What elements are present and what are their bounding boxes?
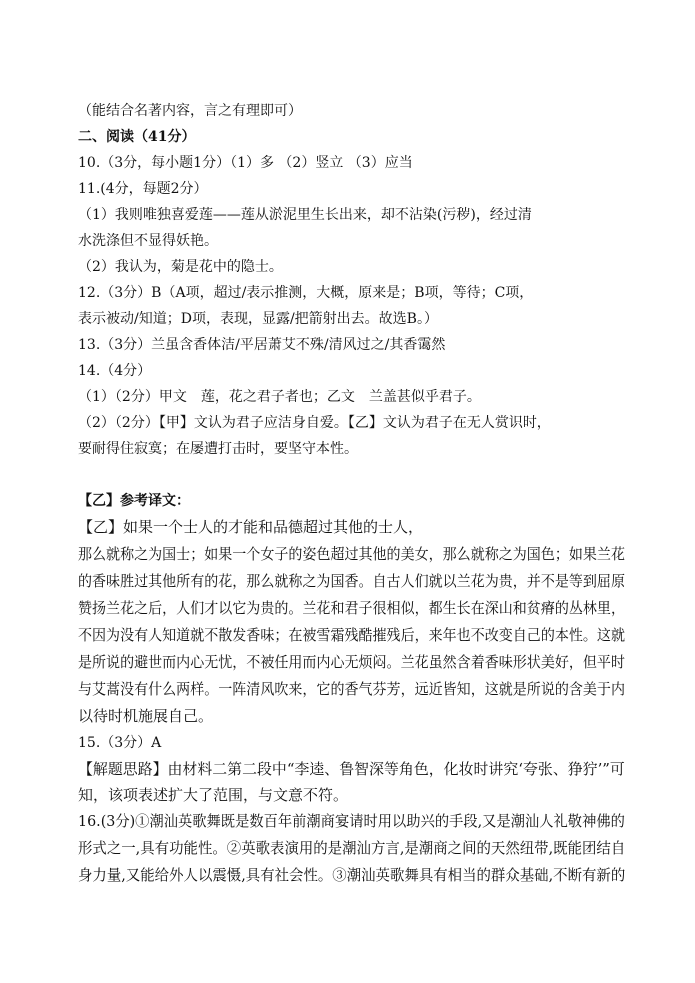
answer-13: 13.（3分）兰虽含香体洁/平居萧艾不殊/清风过之/其香霭然 [78, 337, 446, 353]
answer-16-cont: 形式之一,具有功能性。②英歌表演用的是潮汕方言,是潮商之间的天然纽带,既能团结自 [78, 839, 626, 857]
translation-line: 赞扬兰花之后，人们才以它为贵的。兰花和君子很相似，都生长在深山和贫瘠的丛林里， [78, 599, 625, 617]
answer-10: 10.（3分，每小题1分）（1）多 （2）竖立 （3）应当 [78, 155, 413, 171]
translation-line: 不因为没有人知道就不散发香味；在被雪霜残酷摧残后，来年也不改变自己的本性。这就 [78, 626, 625, 644]
answer-14-header: 14.（4分） [78, 363, 152, 379]
translation-line: 【乙】如果一个士人的才能和品德超过其他的士人， [78, 518, 424, 536]
translation-heading: 【乙】参考译文： [78, 493, 190, 509]
translation-line: 那么就称之为国士；如果一个女子的姿色超过其他的美女，那么就称之为国色；如果兰花 [78, 545, 625, 563]
answer-14-part2-cont: 要耐得住寂寞；在屡遭打击时，要坚守本性。 [78, 441, 358, 457]
answer-12: 12.（3分）B（A项，超过/表示推测，大概，原来是；B项，等待；C项， [78, 285, 534, 301]
answer-11-part1: （1）我则唯独喜爱莲——莲从淤泥里生长出来，却不沾染(污秽)，经过清 [78, 207, 532, 223]
answer-15-explanation-cont: 知，该项表述扩大了范围，与文意不符。 [78, 786, 349, 804]
answer-14-part2: （2）（2分）【甲】文认为君子应洁身自爱。【乙】文认为君子在无人赏识时， [78, 415, 551, 431]
translation-line: 的香味胜过其他所有的花，那么就称之为国香。自古人们就以兰花为贵，并不是等到屈原 [78, 572, 625, 590]
answer-16: 16.(3分)①潮汕英歌舞既是数百年前潮商宴请时用以助兴的手段,又是潮汕人礼敬神佛的 [78, 812, 625, 830]
section-heading: 二、阅读（41分） [78, 129, 196, 145]
answer-15: 15.（3分）A [78, 735, 162, 751]
translation-line: 与艾蒿没有什么两样。一阵清风吹来，它的香气芬芳，远近皆知，这就是所说的含美于内 [78, 680, 625, 698]
answer-16-cont: 身力量,又能给外人以震慑,具有社会性。③潮汕英歌舞具有相当的群众基础,不断有新的 [78, 866, 626, 884]
answer-14-part1: （1）（2分）甲文 莲，花之君子者也；乙文 兰盖甚似乎君子。 [78, 389, 481, 405]
answer-11-header: 11.(4分，每题2分） [78, 181, 208, 197]
answer-15-explanation: 【解题思路】由材料二第二段中“李逵、鲁智深等角色，化妆时讲究‘夸张、狰狞’”可 [78, 760, 625, 778]
translation-line: 以待时机施展自己。 [78, 707, 214, 725]
note-line: （能结合名著内容，言之有理即可） [78, 103, 302, 119]
translation-line: 是所说的避世而内心无忧，不被任用而内心无烦闷。兰花虽然含着香味形状美好，但平时 [78, 653, 625, 671]
answer-11-part1-cont: 水洗涤但不显得妖艳。 [78, 233, 218, 249]
answer-12-cont: 表示被动/知道；D项，表现，显露/把箭射出去。故选B。） [78, 311, 438, 327]
answer-11-part2: （2）我认为，菊是花中的隐士。 [78, 259, 283, 275]
